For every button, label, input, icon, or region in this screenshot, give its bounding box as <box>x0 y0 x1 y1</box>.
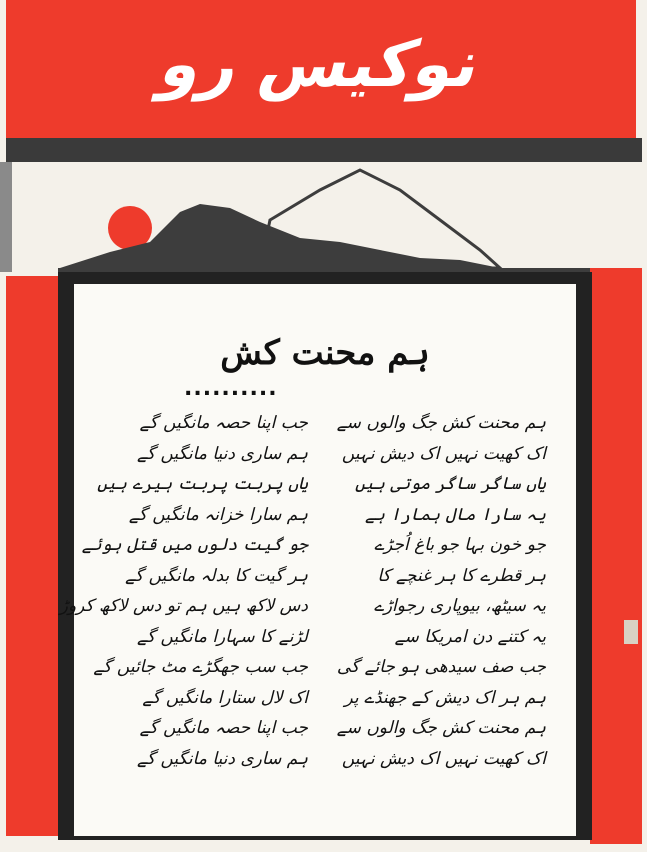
masthead-title: نوکیس رو <box>153 28 489 102</box>
poem-line: ہم محنت کش جگ والوں سے <box>336 718 546 738</box>
poem-line: یہ کتنے دن امریکا سے <box>394 626 546 647</box>
poem-line: اک کھیت نہیں اک دیش نہیں <box>341 748 546 769</box>
poem-line: ہم ساری دنیا مانگیں گے <box>137 443 308 464</box>
poem-line: ہر گیت کا بدلہ مانگیں گے <box>125 565 308 586</box>
poem-line: ہر قطرے کا ہر غنچے کا <box>377 565 546 586</box>
poem-line: جب اپنا حصہ مانگیں گے <box>139 413 308 433</box>
poem-panel <box>59 284 576 836</box>
poem-line: جب اپنا حصہ مانگیں گے <box>139 718 308 738</box>
left-red-border <box>6 276 60 836</box>
poem-line: اک لال ستارا مانگیں گے <box>142 687 308 708</box>
poem-line: ہم محنت کش جگ والوں سے <box>336 413 546 433</box>
poem-line: جو خون بہا جو باغ اُجڑے <box>374 535 546 555</box>
poem-line: یاں پربت پربت ہیرے ہیں <box>97 474 308 494</box>
poem-line: دس لاکھ ہیں ہم تو دس لاکھ کروڑ <box>59 596 308 616</box>
poem-line: یاں ساگر ساگر موتی ہیں <box>355 474 546 494</box>
poem-line: جب سب جھگڑے مٹ جائیں گے <box>93 657 308 677</box>
poem-line: جب صف سیدھی ہو جائے گی <box>336 657 546 677</box>
poem-line: ہم ہر اک دیش کے جھنڈے پر <box>344 687 546 708</box>
poem-column-left <box>59 408 308 774</box>
tape-scrap <box>624 620 638 644</box>
poem-line: یہ سیٹھ، بیوپاری رجواڑے <box>373 596 546 616</box>
poem-line: ہم ساری دنیا مانگیں گے <box>137 748 308 769</box>
poem-column-right <box>326 408 546 774</box>
poem-line: ہم سارا خزانہ مانگیں گے <box>128 504 308 525</box>
poem-line: جو گیت دلوں میں قتل ہوئے <box>81 535 308 555</box>
masthead <box>6 0 636 140</box>
poem-line: یہ سارا مال ہمارا ہے <box>365 504 546 525</box>
poem-line: لڑنے کا سہارا مانگیں گے <box>137 626 308 647</box>
poem-line: اک کھیت نہیں اک دیش نہیں <box>341 443 546 464</box>
mountain-scene <box>0 150 647 290</box>
right-red-border <box>590 268 642 844</box>
title-dots: .......... <box>184 376 278 401</box>
poem-title: ہم محنت کش <box>220 333 430 373</box>
